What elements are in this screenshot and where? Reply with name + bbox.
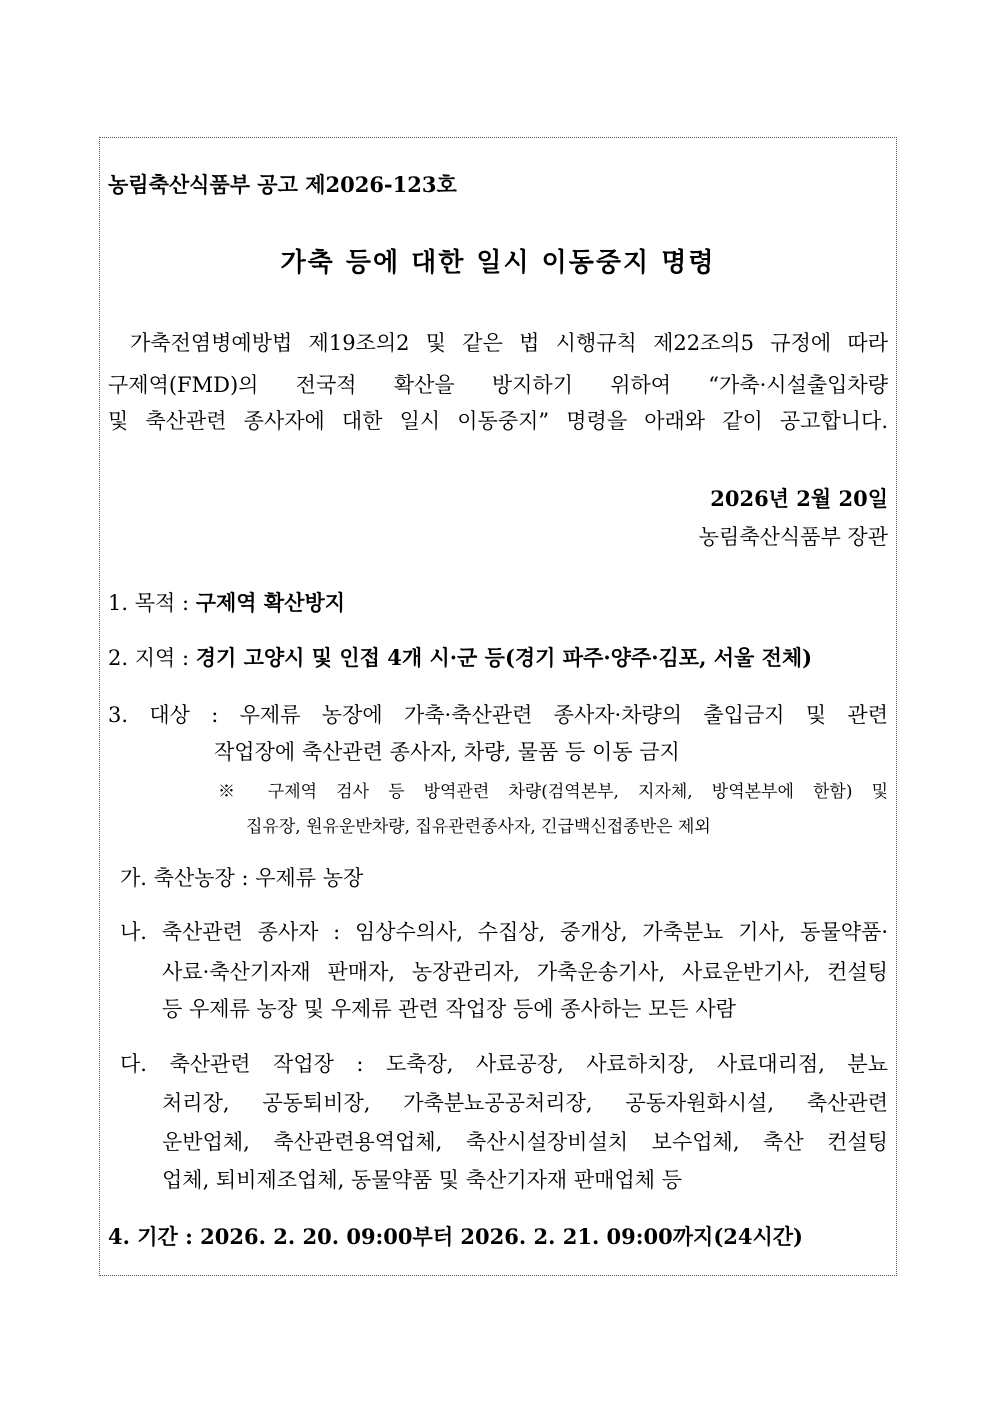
item-purpose-label: 1. 목적 :	[108, 591, 196, 615]
item-period: 4. 기간 : 2026. 2. 20. 09:00부터 2026. 2. 21. 09:00까지(24시간)	[108, 1224, 803, 1249]
notice-number: 농림축산식품부 공고 제2026-123호	[108, 172, 457, 197]
item-target-note-1: ※ 구제역 검사 등 방역관련 차량(검역본부, 지자체, 방역본부에 한함) 및	[218, 782, 888, 802]
intro-line-3: 및 축산관련 종사자에 대한 일시 이동중지” 명령을 아래와 같이 공고합니다.	[108, 409, 888, 433]
sub-da-line-4: 업체, 퇴비제조업체, 동물약품 및 축산기자재 판매업체 등	[162, 1168, 682, 1192]
sub-na-line-1: 나. 축산관련 종사자 : 임상수의사, 수집상, 중개상, 가축분뇨 기사, 동물약품·	[120, 920, 888, 944]
notice-title: 가축 등에 대한 일시 이동중지 명령	[280, 248, 716, 278]
sub-na-line-3: 등 우제류 농장 및 우제류 관련 작업장 등에 종사하는 모든 사람	[162, 997, 736, 1021]
sub-da-line-3: 운반업체, 축산관련용역업체, 축산시설장비설치 보수업체, 축산 컨설팅	[162, 1130, 888, 1154]
intro-line-1: 가축전염병예방법 제19조의2 및 같은 법 시행규칙 제22조의5 규정에 따라	[130, 331, 888, 355]
item-target-line-2: 작업장에 축산관련 종사자, 차량, 물품 등 이동 금지	[214, 740, 680, 764]
sub-da-line-2: 처리장, 공동퇴비장, 가축분뇨공공처리장, 공동자원화시설, 축산관련	[162, 1091, 888, 1115]
item-purpose	[108, 588, 888, 618]
sub-ga: 가. 축산농장 : 우제류 농장	[120, 866, 364, 890]
sub-na-line-2: 사료·축산기자재 판매자, 농장관리자, 가축운송기사, 사료운반기사, 컨설팅	[162, 960, 888, 984]
item-region	[108, 643, 888, 673]
item-target-note-2: 집유장, 원유운반차량, 집유관련종사자, 긴급백신접종반은 제외	[246, 817, 711, 837]
issuer: 농림축산식품부 장관	[698, 525, 888, 549]
sub-da-line-1: 다. 축산관련 작업장 : 도축장, 사료공장, 사료하치장, 사료대리점, 분뇨	[120, 1052, 888, 1076]
item-region-label: 2. 지역 :	[108, 646, 196, 670]
item-target-line-1: 3. 대상 : 우제류 농장에 가축·축산관련 종사자·차량의 출입금지 및 관련	[108, 703, 888, 727]
item-region-value: 경기 고양시 및 인접 4개 시·군 등(경기 파주·양주·김포, 서울 전체)	[195, 645, 813, 670]
notice-date: 2026년 2월 20일	[710, 486, 888, 511]
item-purpose-value: 구제역 확산방지	[195, 590, 346, 615]
intro-line-2: 구제역(FMD)의 전국적 확산을 방지하기 위하여 “가축·시설출입차량	[108, 373, 888, 397]
